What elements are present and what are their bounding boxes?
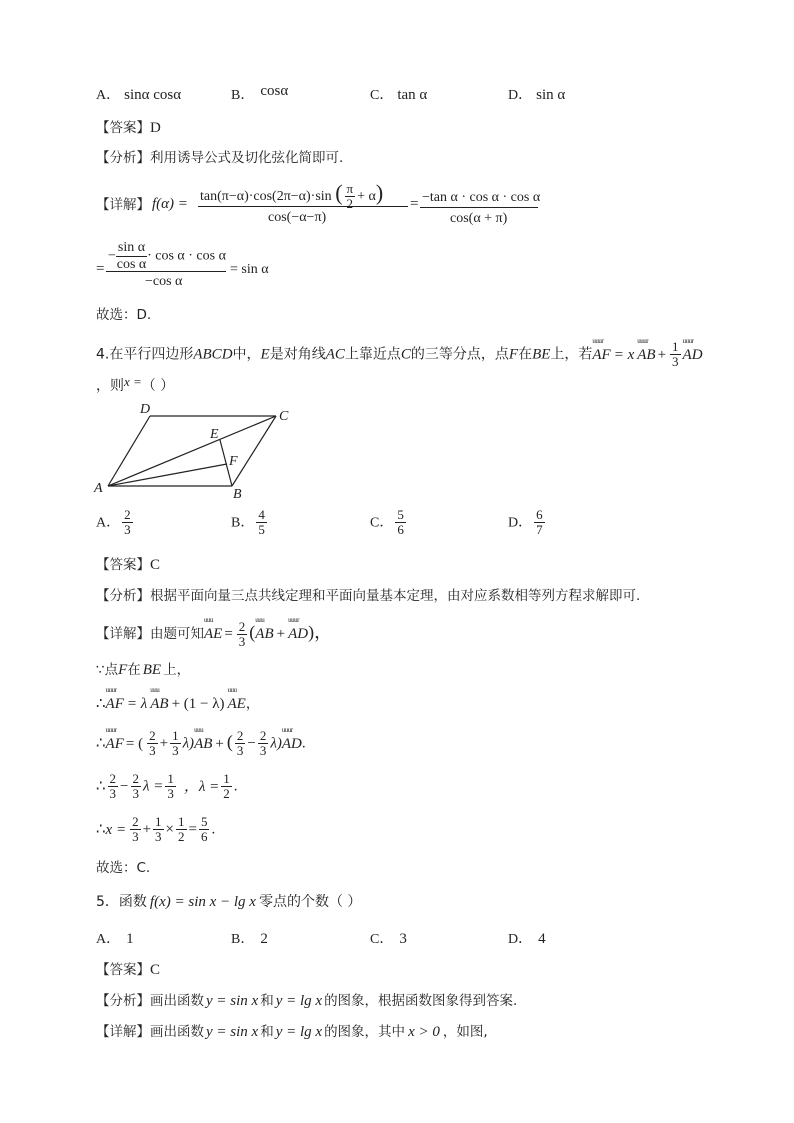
q4-detail-line5: ∴ $\frac{2}{3}$ − $\frac{2}{3}$ λ = $\frac{1}{3}$ ，λ = $\frac{1}{2}$ . <box>96 771 238 801</box>
q4-detail-line4: ∴uuur AF = ( $\frac{2}{3}$ + $\frac{1}{3}$ λ)uuu AB + ( $\frac{2}{3}$ − $\frac{2}{3}$ λ)uuur AD. <box>96 729 306 758</box>
q3-equals-1: = <box>410 196 419 212</box>
q5-option-a: A． 1 <box>96 931 134 947</box>
q3-option-a: A． sinα cosα <box>96 87 182 103</box>
label-d: D <box>140 402 151 417</box>
q3-fraction-bar-1 <box>198 206 408 207</box>
q3-choose: 故选：D. <box>96 307 152 323</box>
q4-analysis: 【分析】根据平面向量三点共线定理和平面向量基本定理，由对应系数相等列方程求解即可. <box>96 588 641 604</box>
label-b: B <box>233 487 242 500</box>
q3-option-c: C． tan α <box>370 87 428 103</box>
q3-fraction-bar-3 <box>106 271 226 272</box>
q4-option-c: C． $\frac{5}{6}$ <box>370 507 404 537</box>
q5-answer: 【答案】C <box>96 962 161 978</box>
q3-answer: 【答案】D <box>96 120 161 136</box>
q5-analysis: 【分析】画出函数 y = sin x 和 y = lg x 的图象，根据函数图象得到答案. <box>96 993 518 1009</box>
diagonal-ac <box>108 416 276 486</box>
parallelogram-figure <box>92 400 302 500</box>
q4-detail-line2: ∵点F在 BE 上， <box>96 662 191 678</box>
q4-stem: 4.在平行四边形ABCD中，E是对角线AC上靠近点C的三等分点，点F在BE上，若uuur AF = xuuur AB + $\frac{1}{3}$ uuur AD <box>96 340 703 369</box>
q3-equals-2: = <box>96 261 105 277</box>
q4-detail-line1: 【详解】由题可知uuu AE = $\frac{2}{3}$ (uuu AB +uuur AD)， <box>96 618 332 649</box>
q5-option-d: D． 4 <box>508 931 546 947</box>
q4-answer: 【答案】C <box>96 557 161 573</box>
q3-analysis: 【分析】利用诱导公式及切化弦化简即可. <box>96 150 344 166</box>
q4-option-d: D． $\frac{6}{7}$ <box>508 507 543 537</box>
label-f: F <box>229 454 238 469</box>
q5-option-b: B． 2 <box>231 931 268 947</box>
label-e: E <box>210 427 219 442</box>
q5-option-c: C． 3 <box>370 931 407 947</box>
q3-detail-tag: 【详解】 <box>96 197 150 213</box>
q3-numerator-1: tan(π−α)·cos(2π−α)·sin ( $\frac{\pi}{2}$ + α) <box>200 180 384 212</box>
q5-detail: 【详解】画出函数 y = sin x 和 y = lg x 的图象，其中 x > 0 ，如图, <box>96 1024 488 1040</box>
edge-bc <box>232 416 276 486</box>
q3-denominator-3: −cos α <box>145 274 183 289</box>
q4-option-a: A． $\frac{2}{3}$ <box>96 507 131 537</box>
label-c: C <box>279 409 289 424</box>
segment-af <box>108 464 227 486</box>
q3-option-b: B． cosα <box>231 83 289 103</box>
q3-f-alpha: f(α) = <box>152 196 188 212</box>
q3-result: = sin α <box>230 262 269 277</box>
edge-da <box>108 416 150 486</box>
q4-option-b: B． $\frac{4}{5}$ <box>231 507 265 537</box>
q4-choose: 故选：C. <box>96 860 151 876</box>
q3-denominator-2: cos(α + π) <box>450 211 508 226</box>
q3-denominator-1: cos(−α−π) <box>268 210 327 225</box>
q3-fraction-bar-2 <box>420 207 538 208</box>
q3-option-d: D． sin α <box>508 87 566 103</box>
q3-numerator-3: − $\frac{\text{sin α}}{\text{cos α}}$ · cos α · cos α <box>108 240 226 272</box>
q4-stem-end: ，则x =（ ） <box>96 374 175 394</box>
q4-detail-line6: ∴x = $\frac{2}{3}$ + $\frac{1}{3}$ × $\frac{1}{2}$ = $\frac{5}{6}$ . <box>96 814 216 844</box>
q4-detail-line3: ∴uuur AF = λuuu AB + (1 − λ)uuu AE， <box>96 692 259 713</box>
q3-numerator-2: −tan α · cos α · cos α <box>422 190 541 205</box>
label-a: A <box>94 481 103 496</box>
q5-stem: 5．函数 f(x) = sin x − lg x 零点的个数（ ） <box>96 894 362 910</box>
